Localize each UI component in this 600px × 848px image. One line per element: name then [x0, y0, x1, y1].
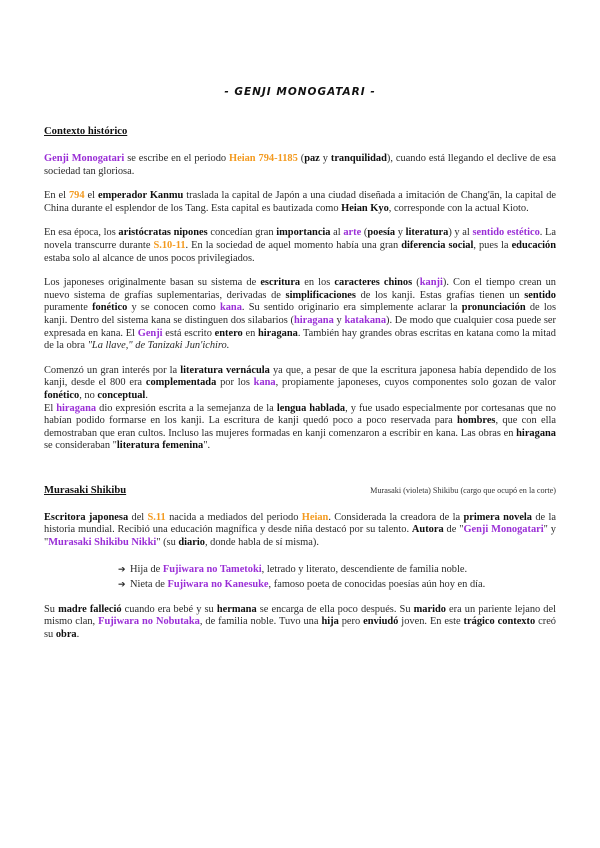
text-run: . Su sentido originario era simplemente aclarar la: [241, 302, 462, 314]
text-run: de los kanji. Dentro del sistema kana se distinguen dos silabarios (: [44, 302, 557, 326]
text-run: , que con ella demostraban que eran cultos. Incluso las mujeres formadas en kanji comenzaron a escribir en kana. Las obras en: [44, 415, 556, 439]
paragraph-genji-periodo: [44, 153, 556, 178]
emphasis-text: sentido estético: [472, 227, 540, 239]
text-run: , corresponde con la actual Kioto.: [388, 202, 529, 214]
list-item: [118, 562, 556, 577]
text-run: (: [361, 227, 368, 239]
text-run: Hija de: [130, 563, 163, 575]
emphasis-text: madre falleció: [58, 603, 122, 615]
text-run: . También hay grandes obras escritas en katana como la mitad de la obra: [44, 327, 556, 352]
emphasis-text: hiragana: [258, 327, 298, 339]
text-run: se consideraban ": [44, 440, 117, 452]
text-run: de ": [443, 524, 464, 536]
emphasis-text: trágico contexto: [463, 616, 536, 628]
text-run: ), cuando está llegando el declive de esa sociedad tan gloriosa.: [44, 153, 557, 177]
text-run: concedían gran: [207, 227, 277, 239]
paragraph-hiragana: [44, 403, 556, 453]
emphasis-text: paz: [304, 153, 320, 164]
text-run: nacida a mediados del periodo: [165, 511, 302, 523]
text-run: , donde habla de sí misma).: [204, 537, 319, 549]
emphasis-text: kanji: [419, 277, 443, 289]
section-heading-row-murasaki: [44, 485, 556, 496]
emphasis-text: literatura: [405, 227, 449, 239]
emphasis-text: arte: [343, 227, 362, 239]
emphasis-text: conceptual: [97, 389, 146, 401]
text-run: , de familia noble. Tuvo una: [199, 616, 322, 628]
paragraph-aristocratas: [44, 227, 556, 265]
emphasis-text: Fujiwara no Tametoki: [162, 563, 262, 575]
emphasis-text: literatura vernácula: [180, 364, 270, 376]
text-run: Nieta de: [130, 578, 168, 590]
emphasis-text: educación: [511, 239, 557, 251]
emphasis-text: Escritora japonesa: [44, 511, 129, 523]
text-run: cuando era bebé y su: [121, 603, 217, 615]
emphasis-text: S.11: [147, 511, 166, 523]
emphasis-text: hiragana: [516, 427, 556, 439]
text-run: pero: [338, 616, 364, 628]
section-heading-contexto: Contexto histórico: [44, 126, 128, 137]
text-run: " (su: [156, 537, 179, 549]
text-run: está escrito: [162, 327, 215, 339]
text-run: de la historia mundial. Recibió una educación magnífica y desde niña destacó por su talento.: [44, 511, 556, 536]
list-item: [118, 577, 556, 592]
emphasis-text: fonético: [44, 389, 80, 401]
text-run: .: [76, 628, 80, 640]
text-run: ".: [203, 440, 211, 452]
text-run: el: [84, 190, 98, 202]
text-run: . En la sociedad de aquel momento había una gran: [185, 239, 402, 251]
text-run: , pues la: [473, 239, 512, 251]
text-run: estaba solo al alcance de unos pocos privilegiados.: [44, 252, 255, 264]
emphasis-text: Autora: [411, 524, 444, 536]
text-run: traslada la capital de Japón a una ciudad diseñada a imitación de Chang'ān, la capital de China durante el esplendor de los Tang. Esta capital es bautizada como: [44, 190, 556, 214]
emphasis-text: Genji: [137, 327, 163, 339]
emphasis-text: pronunciación: [461, 302, 526, 314]
emphasis-text: hiragana: [293, 314, 334, 326]
emphasis-text: aristócratas nipones: [118, 227, 208, 239]
emphasis-text: simplificaciones: [285, 289, 356, 301]
emphasis-text: Heian 794-1185: [229, 153, 298, 164]
text-run: Comenzó un gran interés por la: [44, 364, 181, 376]
emphasis-text: hiragana: [56, 402, 97, 414]
emphasis-text: caracteres chinos: [334, 277, 413, 289]
text-run: (: [412, 277, 420, 289]
emphasis-text: Fujiwara no Nobutaka: [98, 616, 200, 628]
document-title: - GENJI MONOGATARI -: [224, 86, 376, 98]
paragraph-escritura: [44, 277, 556, 353]
emphasis-text: S.10-11: [153, 239, 186, 251]
text-run: en: [242, 327, 258, 339]
paragraph-escritora: [44, 512, 556, 550]
text-run: Los japoneses originalmente basan su sistema de: [44, 277, 261, 289]
arrow-right-icon: ➔: [118, 578, 126, 589]
emphasis-text: 794: [68, 190, 85, 202]
arrow-right-icon: ➔: [118, 563, 126, 574]
text-run: , no: [79, 389, 98, 401]
paragraph-emperador-kanmu: [44, 190, 556, 215]
text-run: y: [395, 227, 406, 239]
text-run: . Considerada la creadora de la: [328, 511, 464, 523]
text-run: puramente: [44, 302, 93, 314]
emphasis-text: "La llave," de Tanizaki Jun'ichiro.: [87, 340, 230, 352]
text-run: , y fue usado especialmente por cortesanas que no habían podido formarse en los kanji. La escritura de kanji quedó poco a poco reservada para: [44, 402, 557, 427]
emphasis-text: hermana: [216, 603, 257, 615]
text-run: , letrado y literato, descendiente de familia noble.: [261, 563, 468, 575]
text-run: por los: [216, 377, 254, 389]
text-run: ) y al: [448, 227, 473, 239]
text-run: dio expresión escrita a la semejanza de la: [96, 402, 277, 414]
text-run: ). De modo que cualquier cosa puede ser expresada en kana. El: [44, 314, 557, 339]
text-run: en los: [300, 277, 335, 289]
emphasis-text: sentido: [524, 289, 556, 301]
text-run: se encarga de ella poco después. Su: [256, 603, 414, 615]
text-run: y se conocen como: [127, 302, 220, 314]
text-run: de los kanji. Estas grafías tienen un: [355, 289, 525, 301]
emphasis-text: Genji Monogatari: [463, 524, 544, 536]
text-run: joven. En este: [398, 616, 464, 628]
paragraph-literatura-vernacula: [44, 365, 556, 403]
text-run: " y ": [44, 524, 556, 549]
text-run: del: [128, 511, 148, 523]
emphasis-text: Heian: [301, 511, 329, 523]
emphasis-text: kana: [253, 377, 276, 389]
emphasis-text: complementada: [145, 377, 217, 389]
section-heading-murasaki: Murasaki Shikibu: [44, 484, 127, 496]
emphasis-text: hombres: [456, 415, 496, 427]
emphasis-text: Heian Kyo: [341, 202, 389, 214]
emphasis-text: tranquilidad: [330, 153, 387, 164]
text-run: era un pariente lejano del mismo clan,: [44, 603, 556, 628]
emphasis-text: literatura femenina: [116, 440, 204, 452]
emphasis-text: Genji Monogatari: [44, 153, 125, 164]
emphasis-text: diario: [178, 537, 205, 549]
emphasis-text: fonético: [92, 302, 128, 314]
murasaki-name-note: Murasaki (violeta) Shikibu (cargo que ocupó en la corte): [370, 485, 556, 495]
text-run: creó su: [44, 616, 556, 640]
emphasis-text: entero: [214, 327, 243, 339]
emphasis-text: primera novela: [463, 511, 533, 523]
emphasis-text: emperador Kanmu: [98, 190, 184, 202]
text-run: se escribe en el periodo: [124, 153, 230, 164]
text-run: (: [297, 153, 305, 164]
text-run: , propiamente japoneses, cuyos componentes solo gozan de valor: [275, 377, 556, 389]
text-run: al: [330, 227, 344, 239]
emphasis-text: marido: [413, 603, 446, 615]
emphasis-text: lengua hablada: [276, 402, 346, 414]
text-run: ya que, a pesar de que la escritura japonesa había dependido de los kanji, desde el 800 era: [44, 364, 557, 389]
text-run: . La novela transcurre durante: [44, 227, 557, 251]
emphasis-text: diferencia social: [401, 239, 474, 251]
emphasis-text: obra: [55, 628, 77, 640]
text-run: y: [319, 153, 331, 164]
emphasis-text: Fujiwara no Kanesuke: [167, 578, 269, 590]
text-run: En esa época, los: [44, 227, 119, 239]
family-list: [44, 562, 556, 592]
emphasis-text: Murasaki Shikibu Nikki: [48, 537, 157, 549]
paragraph-madre: [44, 604, 556, 642]
text-run: .: [145, 389, 148, 401]
text-run: ). Con el tiempo crean un nuevo sistema de grafías suplementarias, derivadas de: [44, 277, 557, 301]
emphasis-text: importancia: [276, 227, 331, 239]
emphasis-text: katakana: [344, 314, 387, 326]
emphasis-text: hija: [321, 616, 339, 628]
text-run: , famoso poeta de conocidas poesías aún hoy en día.: [268, 578, 486, 590]
emphasis-text: escritura: [260, 277, 301, 289]
text-run: y: [333, 314, 345, 326]
emphasis-text: kana: [219, 302, 242, 314]
emphasis-text: poesía: [367, 227, 396, 239]
emphasis-text: enviudó: [363, 616, 399, 628]
text-run: Su: [44, 603, 59, 615]
text-run: El: [44, 402, 57, 414]
text-run: En el: [44, 190, 69, 202]
